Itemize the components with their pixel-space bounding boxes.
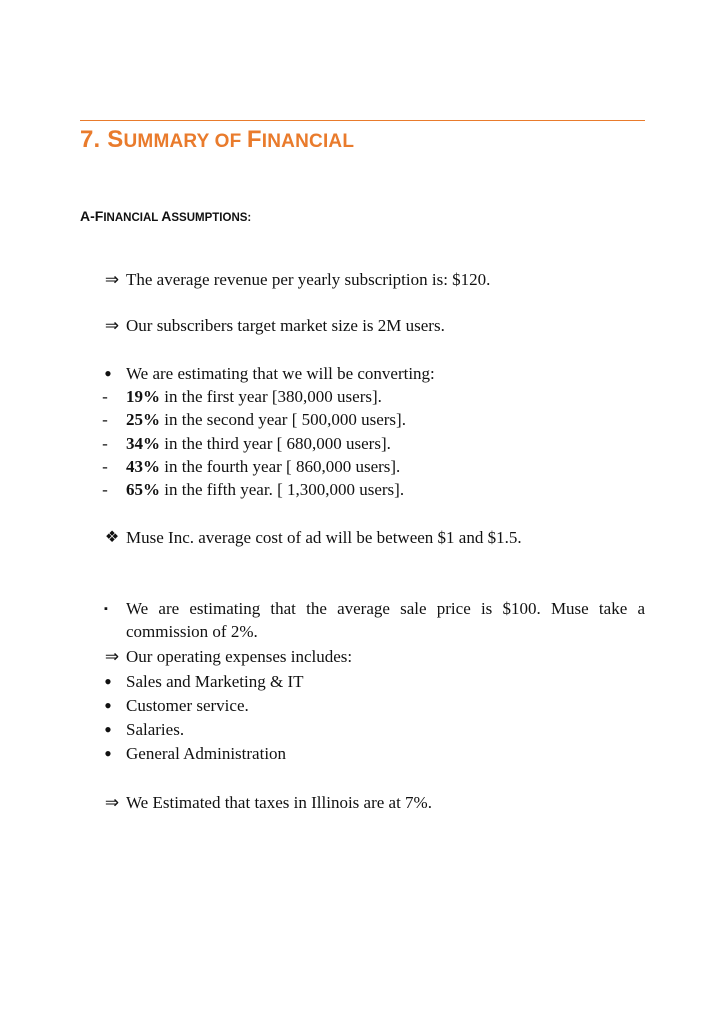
- sale-price-text-line-2: commission of 2%.: [126, 622, 258, 641]
- conversion-percent: 43%: [126, 457, 160, 476]
- bullet-icon: •: [104, 717, 112, 742]
- heading-small-1: UMMARY OF: [123, 131, 247, 152]
- market-size-text: Our subscribers target market size is 2M users.: [126, 316, 445, 335]
- list-item-converting: [0, 362, 724, 386]
- bullet-icon: •: [104, 741, 112, 766]
- conversion-percent: 65%: [126, 480, 160, 499]
- conversion-detail: in the first year [380,000 users].: [160, 387, 382, 406]
- conversion-item: [0, 385, 724, 409]
- opex-item: [0, 694, 724, 718]
- heading-cap-1: S: [107, 126, 124, 153]
- section-heading: [80, 126, 354, 154]
- taxes-text: We Estimated that taxes in Illinois are at 7%.: [126, 793, 432, 812]
- sale-price-text-line-1: We are estimating that the average sale price is $100. Muse take a: [126, 599, 645, 618]
- conversion-text: [126, 455, 400, 479]
- conversion-detail: in the second year [ 500,000 users].: [160, 410, 406, 429]
- opex-text: Sales and Marketing & IT: [126, 672, 304, 691]
- conversion-text: [126, 478, 404, 502]
- conversion-detail: in the fifth year. [ 1,300,000 users].: [160, 480, 405, 499]
- converting-intro-text: We are estimating that we will be converting:: [126, 364, 435, 383]
- arrow-icon: ⇒: [104, 270, 120, 289]
- subheading-pre: A-F: [80, 208, 104, 224]
- revenue-text: The average revenue per yearly subscription is: $120.: [126, 270, 491, 289]
- list-item-revenue: [0, 268, 724, 292]
- conversion-text: [126, 385, 382, 409]
- bullet-icon: •: [104, 669, 112, 694]
- arrow-icon: ⇒: [104, 316, 120, 335]
- dash-icon: -: [102, 387, 108, 406]
- opex-item: [0, 742, 724, 766]
- conversion-percent: 19%: [126, 387, 160, 406]
- opex-intro-text: Our operating expenses includes:: [126, 647, 353, 666]
- bullet-icon: •: [104, 693, 112, 718]
- conversion-detail: in the third year [ 680,000 users].: [160, 434, 391, 453]
- dash-icon: -: [102, 410, 108, 429]
- conversion-text: [126, 408, 406, 432]
- arrow-icon: ⇒: [104, 793, 120, 812]
- bullet-icon: •: [104, 361, 112, 386]
- dash-icon: -: [102, 434, 108, 453]
- heading-small-2: INANCIAL: [261, 131, 355, 152]
- conversion-item: [0, 478, 724, 502]
- conversion-item: [0, 455, 724, 479]
- diamond-bullet-icon: ❖: [104, 529, 120, 546]
- subsection-heading: [80, 208, 251, 224]
- ad-cost-text: Muse Inc. average cost of ad will be between $1 and $1.5.: [126, 528, 522, 547]
- opex-item: [0, 670, 724, 694]
- heading-cap-2: F: [246, 126, 262, 153]
- dash-icon: -: [102, 457, 108, 476]
- square-bullet-icon: ▪: [104, 603, 108, 615]
- subheading-small-1: INANCIAL: [103, 212, 162, 224]
- subheading-small-2: SSUMPTIONS:: [171, 212, 252, 224]
- conversion-percent: 25%: [126, 410, 160, 429]
- subheading-cap-2: A: [161, 208, 172, 224]
- opex-text: Customer service.: [126, 696, 249, 715]
- dash-icon: -: [102, 480, 108, 499]
- opex-text: Salaries.: [126, 720, 185, 739]
- list-item-opex: [0, 645, 724, 669]
- conversion-item: [0, 432, 724, 456]
- conversion-percent: 34%: [126, 434, 160, 453]
- opex-item: [0, 718, 724, 742]
- list-item-taxes: [0, 791, 724, 815]
- conversion-item: [0, 408, 724, 432]
- heading-rule: [80, 120, 645, 121]
- list-item-ad-cost: [0, 526, 724, 550]
- conversion-text: [126, 432, 391, 456]
- arrow-icon: ⇒: [104, 647, 120, 666]
- opex-text: General Administration: [126, 744, 287, 763]
- list-item-market-size: [0, 314, 724, 338]
- heading-number: 7.: [80, 126, 108, 153]
- conversion-detail: in the fourth year [ 860,000 users].: [160, 457, 401, 476]
